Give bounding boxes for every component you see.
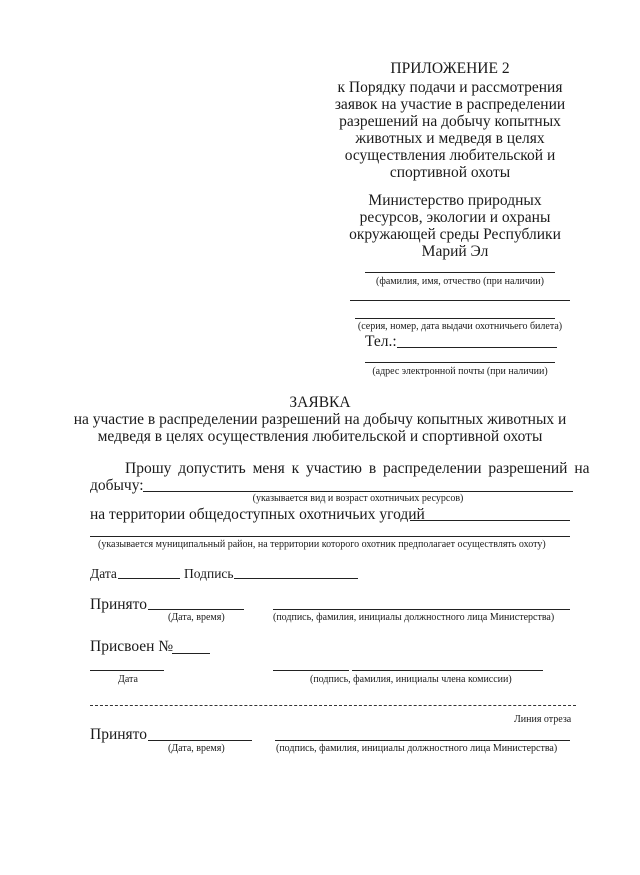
cut-label: Линия отреза (514, 714, 572, 725)
receipt-label: Принято (90, 726, 147, 743)
prey-field[interactable] (143, 491, 573, 492)
application-subtitle-2: медведя в целях осуществления любительской и спортивной охоты (97, 428, 543, 445)
applicant-name-hint: (фамилия, имя, отчество (при наличии) (376, 276, 544, 287)
phone-field[interactable] (397, 347, 557, 348)
application-title: ЗАЯВКА (289, 394, 351, 411)
assigned-label: Присвоен № (90, 638, 174, 655)
applicant-name-line[interactable] (365, 272, 555, 273)
appendix-line-2: заявок на участие в распределении (334, 96, 566, 113)
appendix-line-4: животных и медведя в целях (355, 130, 545, 147)
appendix-line-3: разрешений на добычу копытных (339, 113, 561, 130)
accepted-label: Принято (90, 596, 147, 613)
assigned-date-hint: Дата (118, 674, 138, 685)
ticket-hint: (серия, номер, дата выдачи охотничьего билета) (357, 321, 563, 332)
addressee-line-1: Министерство природных (368, 192, 542, 209)
receipt-official-hint: (подпись, фамилия, инициалы должностного лица Министерства) (276, 743, 558, 754)
member-signature-field[interactable] (273, 670, 349, 671)
receipt-date-hint: (Дата, время) (168, 743, 225, 754)
receipt-date-field[interactable] (148, 740, 252, 741)
email-hint: (адрес электронной почты (при наличии) (372, 366, 548, 377)
appendix-line-6: спортивной охоты (389, 164, 511, 181)
application-subtitle-1: на участие в распределении разрешений на добычу копытных животных и (73, 411, 567, 428)
date-field[interactable] (118, 578, 180, 579)
member-name-field[interactable] (352, 670, 543, 671)
accepted-date-hint: (Дата, время) (168, 612, 225, 623)
accepted-official-field[interactable] (273, 609, 570, 610)
addressee-line-4: Марий Эл (421, 243, 489, 260)
prey-label: добычу: (90, 477, 144, 494)
cut-line (90, 705, 576, 706)
member-hint: (подпись, фамилия, инициалы члена комиссии) (310, 674, 512, 685)
accepted-official-hint: (подпись, фамилия, инициалы должностного лица Министерства) (273, 612, 555, 623)
ticket-line[interactable] (355, 318, 555, 319)
prey-hint: (указывается вид и возраст охотничьих ресурсов) (252, 493, 464, 504)
appendix-line-1: к Порядку подачи и рассмотрения (337, 79, 563, 96)
district-field[interactable] (90, 536, 570, 537)
applicant-name-line-2[interactable] (350, 300, 570, 301)
email-line[interactable] (365, 362, 555, 363)
phone-label: Тел.: (365, 333, 397, 350)
signature-field[interactable] (234, 578, 358, 579)
addressee-line-2: ресурсов, экологии и охраны (359, 209, 551, 226)
addressee-line-3: окружающей среды Республики (349, 226, 561, 243)
appendix-title: ПРИЛОЖЕНИЕ 2 (390, 60, 510, 77)
request-text: Прошу допустить меня к участию в распределении разрешений на (125, 460, 590, 477)
signature-label: Подпись (184, 566, 234, 581)
assigned-number-field[interactable] (172, 653, 210, 654)
district-hint: (указывается муниципальный район, на территории которого охотник предполагает осуществлять охоту) (98, 539, 546, 550)
territory-label: на территории общедоступных охотничьих угодий (90, 506, 425, 523)
territory-field[interactable] (410, 520, 570, 521)
assigned-date-field[interactable] (90, 670, 164, 671)
accepted-date-field[interactable] (148, 609, 244, 610)
appendix-line-5: осуществления любительской и (344, 147, 556, 164)
date-label: Дата (90, 566, 117, 581)
receipt-official-field[interactable] (275, 740, 570, 741)
